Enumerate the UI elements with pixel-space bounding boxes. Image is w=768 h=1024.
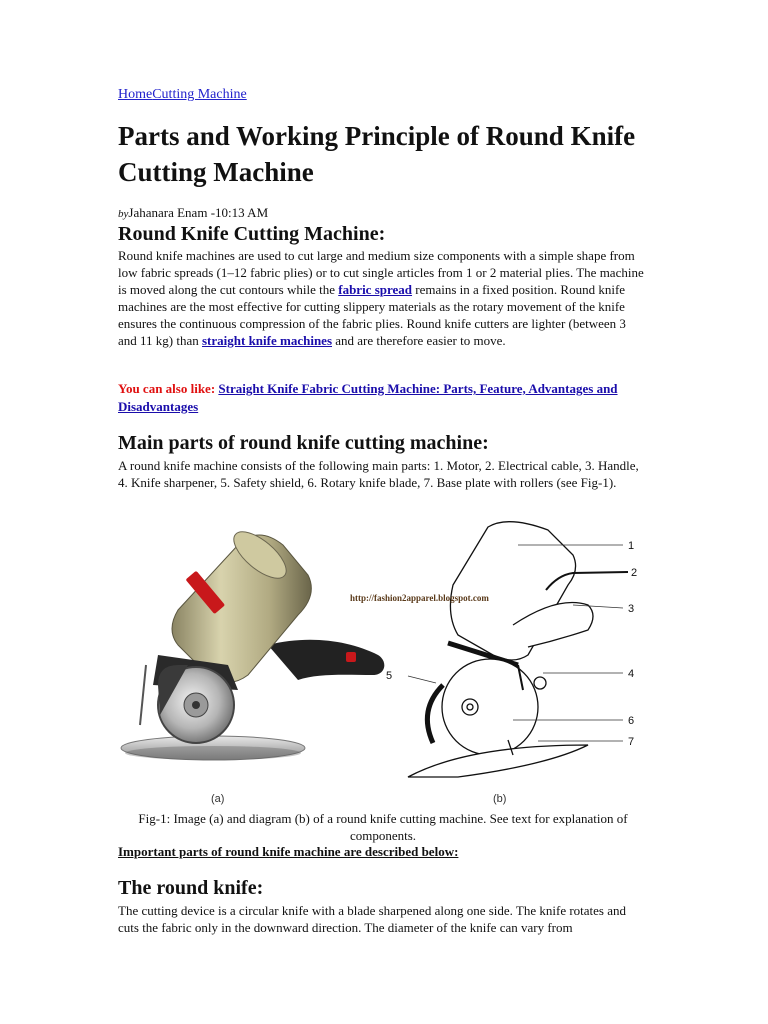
byline-time: 10:13 AM	[215, 205, 269, 220]
callout-3: 3	[628, 603, 635, 615]
callout-2: 2	[631, 567, 638, 579]
section-heading-round-knife-machine: Round Knife Cutting Machine:	[118, 223, 386, 245]
figure-label-b: (b)	[493, 793, 507, 805]
section-heading-main-parts: Main parts of round knife cutting machine:	[118, 432, 489, 454]
breadcrumb	[118, 87, 247, 103]
section-paragraph-main-parts: A round knife machine consists of the following main parts: 1. Motor, 2. Electrical cable, 3. Handle, 4. Knife sharpener, 5. Safety shield, 6. Rotary knife blade, 7. Base plate with rollers (see Fig-1).	[118, 458, 639, 490]
important-parts-heading: Important parts of round knife machine are described below:	[118, 844, 459, 859]
callout-1: 1	[628, 540, 635, 552]
intro-text-3: and are therefore easier to move.	[332, 332, 506, 348]
section-heading-round-knife: The round knife:	[118, 877, 264, 899]
fabric-spread-link[interactable]: fabric spread	[338, 281, 413, 297]
figure-caption: Fig-1: Image (a) and diagram (b) of a round knife cutting machine. See text for explanation of components.	[138, 811, 628, 843]
section-paragraph-intro	[118, 248, 646, 349]
straight-knife-machines-link[interactable]: straight knife machines	[202, 332, 332, 348]
also-like-label: You can also like:	[118, 381, 216, 396]
callout-4: 4	[628, 668, 635, 680]
breadcrumb-category-link[interactable]: Cutting Machine	[152, 87, 247, 102]
machine-diagram	[408, 522, 628, 777]
figure-illustration	[118, 515, 648, 810]
callout-5: 5	[386, 670, 393, 682]
byline-author: Jahanara Enam	[128, 205, 208, 220]
also-like-link[interactable]: Straight Knife Fabric Cutting Machine: Parts, Feature, Advantages and Disadvantages	[118, 381, 618, 414]
section-paragraph-round-knife: The cutting device is a circular knife with a blade sharpened along one side. The knife rotates and cuts the fabric only in the downward direction. The diameter of the knife can vary from	[118, 903, 627, 935]
figure-1	[118, 515, 648, 810]
figure-watermark: http://fashion2apparel.blogspot.com	[350, 593, 489, 603]
byline	[118, 205, 268, 221]
intro-text-2: remains in a fixed position. Round knife machines are the most effective for cutting slippery materials as the rotary movement of the knife ensures the continuous compression of the fabric plies. Round knife cutters are lighter (between 3 and 11 kg) than	[118, 281, 626, 348]
callout-7: 7	[628, 736, 635, 748]
machine-photo	[121, 524, 384, 760]
also-like	[118, 380, 646, 416]
page-title: Parts and Working Principle of Round Knife Cutting Machine	[118, 121, 636, 187]
intro-text-1: Round knife machines are used to cut large and medium size components with a simple shape from low fabric spreads (1–12 fabric plies) or to cut single articles from 1 or 2 material plies. The machine is moved along the cut contours while the	[118, 248, 644, 297]
breadcrumb-home-link[interactable]: Home	[118, 87, 153, 102]
byline-prefix: by	[118, 208, 129, 220]
figure-label-a: (a)	[211, 793, 225, 805]
callout-6: 6	[628, 715, 635, 727]
byline-separator: -	[207, 205, 216, 220]
